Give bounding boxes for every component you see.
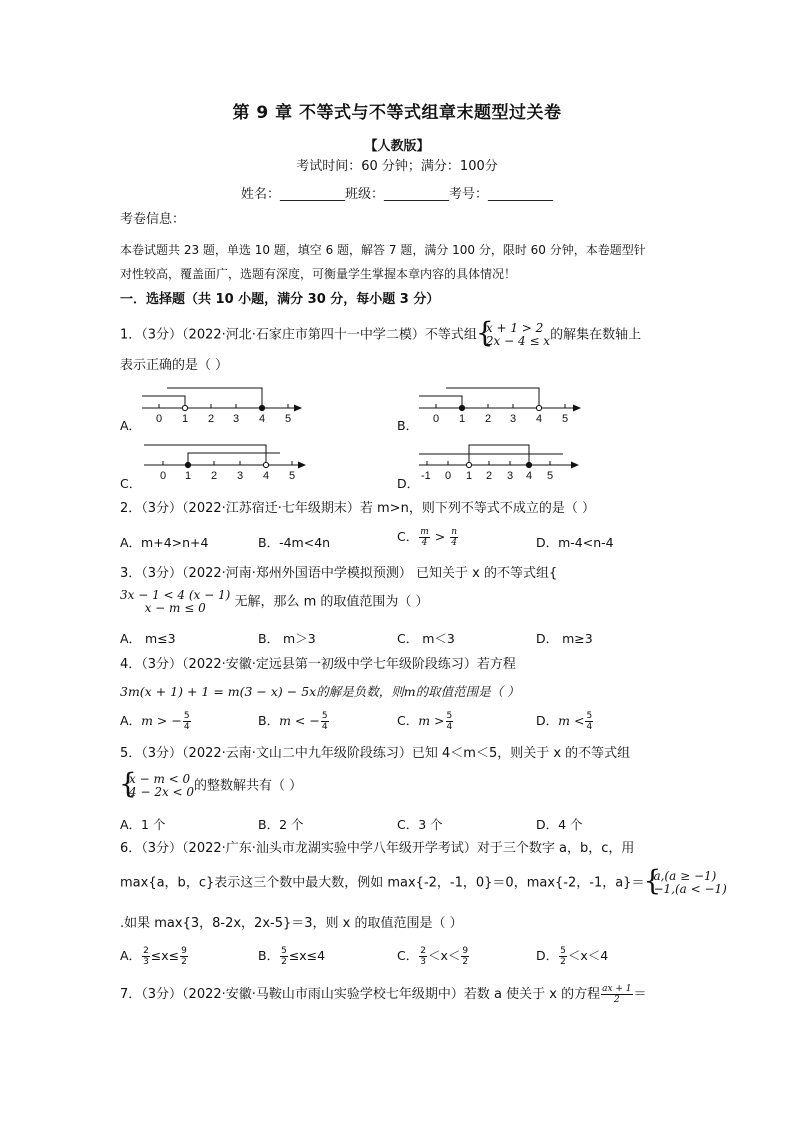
q5-option-d: D．4 个 xyxy=(536,817,583,832)
range-bracket-left xyxy=(419,396,462,408)
axis-arrow xyxy=(571,462,579,469)
q3-option-a: A． m≤3 xyxy=(120,631,176,646)
range-bracket-left xyxy=(142,396,185,408)
q5-option-b: B．2 个 xyxy=(258,817,304,832)
axis-arrow xyxy=(573,405,581,412)
question-5: 5．（3分）（2022·云南·文山二中九年级阶段练习）已知 4＜m＜5，则关于 x 的不等式组 xyxy=(120,746,631,761)
tick-label: 5 xyxy=(289,470,296,482)
q6-option-d: D． $\frac{5}{2}$ ＜x＜4 xyxy=(536,946,609,967)
question-4: 4．（3分）（2022·安徽·定远县第一初级中学七年级阶段练习）若方程 xyxy=(120,657,516,672)
q6-option-b: B． $\frac{5}{2}$ ≤x≤4 xyxy=(258,946,326,967)
q1-option-b-number-line xyxy=(417,384,587,426)
range-bracket xyxy=(469,445,529,465)
q1-text-b: 的解集在数轴上 xyxy=(550,327,642,343)
question-3: 3．（3分）（2022·河南·郑州外国语中学模拟预测） 已知关于 x 的不等式组{ xyxy=(120,566,558,581)
q6-option-c: C． $\frac{2}{3}$ ＜x＜ $\frac{9}{2}$ xyxy=(397,946,469,967)
axis-arrow xyxy=(298,462,306,469)
info-line-1: 本卷试题共 23 题，单选 10 题，填空 6 题，解答 7 题，满分 100 分，限时 60 分钟，本卷题型针 xyxy=(120,243,646,257)
q1-option-b-label: B． xyxy=(397,418,419,433)
tick-label: 2 xyxy=(485,413,492,425)
tick-label: 0 xyxy=(445,470,452,482)
q3-system-line: 3x − 1 < 4 (x − 1) x − m ≤ 0 无解，那么 m 的取值范围为（ ） xyxy=(120,588,429,615)
tick-label: 5 xyxy=(562,413,569,425)
q5-option-c: C．3 个 xyxy=(397,817,443,832)
q4-option-a: A．m > − $\frac{5}{4}$ xyxy=(120,711,190,732)
closed-point xyxy=(259,405,264,410)
q6-line-2: max{a，b，c}表示这三个数中最大数，例如 max{-2，-1，0}＝0，max{-2，-1，a}＝ { a,(a ≥ −1) −1,(a < −1) xyxy=(120,870,727,896)
q6-option-a: A． $\frac{2}{3}$ ≤x≤ $\frac{9}{2}$ xyxy=(120,946,187,967)
tick-label: 4 xyxy=(526,470,533,482)
q4-equation: 3m(x + 1) + 1 = m(3 − x) − 5x的解是负数，则m的取值范围是（ ） xyxy=(120,684,520,699)
q3-option-c: C． m＜3 xyxy=(397,631,455,646)
tick-label: 5 xyxy=(285,413,292,425)
edition-label: 【人教版】 xyxy=(364,139,430,154)
q2-option-a: A．m+4>n+4 xyxy=(120,535,209,550)
tick-label: -1 xyxy=(421,470,431,482)
open-point xyxy=(536,405,541,410)
tick-label: 1 xyxy=(185,470,192,482)
page-title: 第 9 章 不等式与不等式组章末题型过关卷 xyxy=(232,103,562,123)
q1-option-a-number-line xyxy=(138,384,308,426)
open-point xyxy=(263,462,268,467)
tick-label: 0 xyxy=(433,413,440,425)
info-line-2: 对性较高，覆盖面广，选题有深度，可衡量学生掌握本章内容的具体情况！ xyxy=(120,267,517,281)
open-point xyxy=(182,405,187,410)
q2-option-d: D．m-4<n-4 xyxy=(536,535,614,550)
open-point xyxy=(466,462,471,467)
tick-label: 5 xyxy=(547,470,554,482)
section-heading: 一．选择题（共 10 小题，满分 30 分，每小题 3 分） xyxy=(120,292,440,307)
q3-option-b: B． m＞3 xyxy=(258,631,316,646)
tick-label: 4 xyxy=(536,413,543,425)
question-7: 7．（3分）（2022·安徽·马鞍山市雨山实验学校七年级期中）若数 a 使关于 x 的方程 $\frac{ax + 1}{2}$ ＝ xyxy=(120,984,647,1005)
q1-option-d-label: D． xyxy=(397,476,420,491)
tick-label: 2 xyxy=(211,470,218,482)
axis-arrow xyxy=(294,405,302,412)
tick-label: 3 xyxy=(237,470,244,482)
q1-system: { x + 1 > 2 2x − 4 ≤ x xyxy=(477,322,550,348)
tick-label: 4 xyxy=(259,413,266,425)
closed-point xyxy=(526,462,531,467)
q4-option-b: B．m < − $\frac{5}{4}$ xyxy=(258,711,328,732)
tick-label: 3 xyxy=(507,470,514,482)
tick-label: 0 xyxy=(156,413,163,425)
q6-line-3: .如果 max{3，8-2x，2x-5}＝3，则 x 的取值范围是（ ） xyxy=(120,916,463,931)
info-heading: 考卷信息： xyxy=(120,212,186,227)
q1-option-c-number-line xyxy=(140,441,310,483)
q1-text-a: 1．（3分）（2022·河北·石家庄市第四十一中学二模）不等式组 xyxy=(120,327,477,343)
closed-point xyxy=(459,405,464,410)
q2-option-c: C． $\frac{m}{4}$ > $\frac{n}{4}$ xyxy=(397,527,457,548)
range-bracket-right xyxy=(144,445,266,465)
tick-label: 1 xyxy=(466,470,473,482)
q4-option-c: C．m > $\frac{5}{4}$ xyxy=(397,711,453,732)
q3-option-d: D． m≥3 xyxy=(536,631,593,646)
tick-label: 4 xyxy=(263,470,270,482)
tick-label: 1 xyxy=(182,413,189,425)
question-2: 2．（3分）（2022·江苏宿迁·七年级期末）若 m>n，则下列不等式不成立的是（ ） xyxy=(120,501,595,516)
question-1 xyxy=(120,322,641,348)
q5-system-line: { x − m < 0 4 − 2x < 0 的整数解共有（ ） xyxy=(120,773,302,799)
q2-option-b: B．-4m<4n xyxy=(258,535,331,550)
q1-option-c-label: C． xyxy=(120,476,142,491)
student-fields: 姓名：__________班级：__________考号：__________ xyxy=(240,187,553,202)
q1-option-a-label: A． xyxy=(120,418,142,433)
range-bracket-right xyxy=(446,388,539,408)
tick-label: 3 xyxy=(233,413,240,425)
q1-option-d-number-line xyxy=(417,441,587,483)
tick-label: 2 xyxy=(486,470,493,482)
tick-label: 1 xyxy=(459,413,466,425)
q4-option-d: D．m < $\frac{5}{4}$ xyxy=(536,711,593,732)
tick-label: 2 xyxy=(208,413,215,425)
q5-option-a: A．1 个 xyxy=(120,817,166,832)
question-6: 6．（3分）（2022·广东·汕头市龙湖实验中学八年级开学考试）对于三个数字 a，b，c，用 xyxy=(120,841,635,856)
q1-text-c: 表示正确的是（ ） xyxy=(120,358,229,373)
range-bracket-right xyxy=(167,388,262,408)
closed-point xyxy=(185,462,190,467)
tick-label: 3 xyxy=(510,413,517,425)
exam-info: 考试时间：60 分钟；满分：100分 xyxy=(296,159,498,174)
tick-label: 0 xyxy=(160,470,167,482)
